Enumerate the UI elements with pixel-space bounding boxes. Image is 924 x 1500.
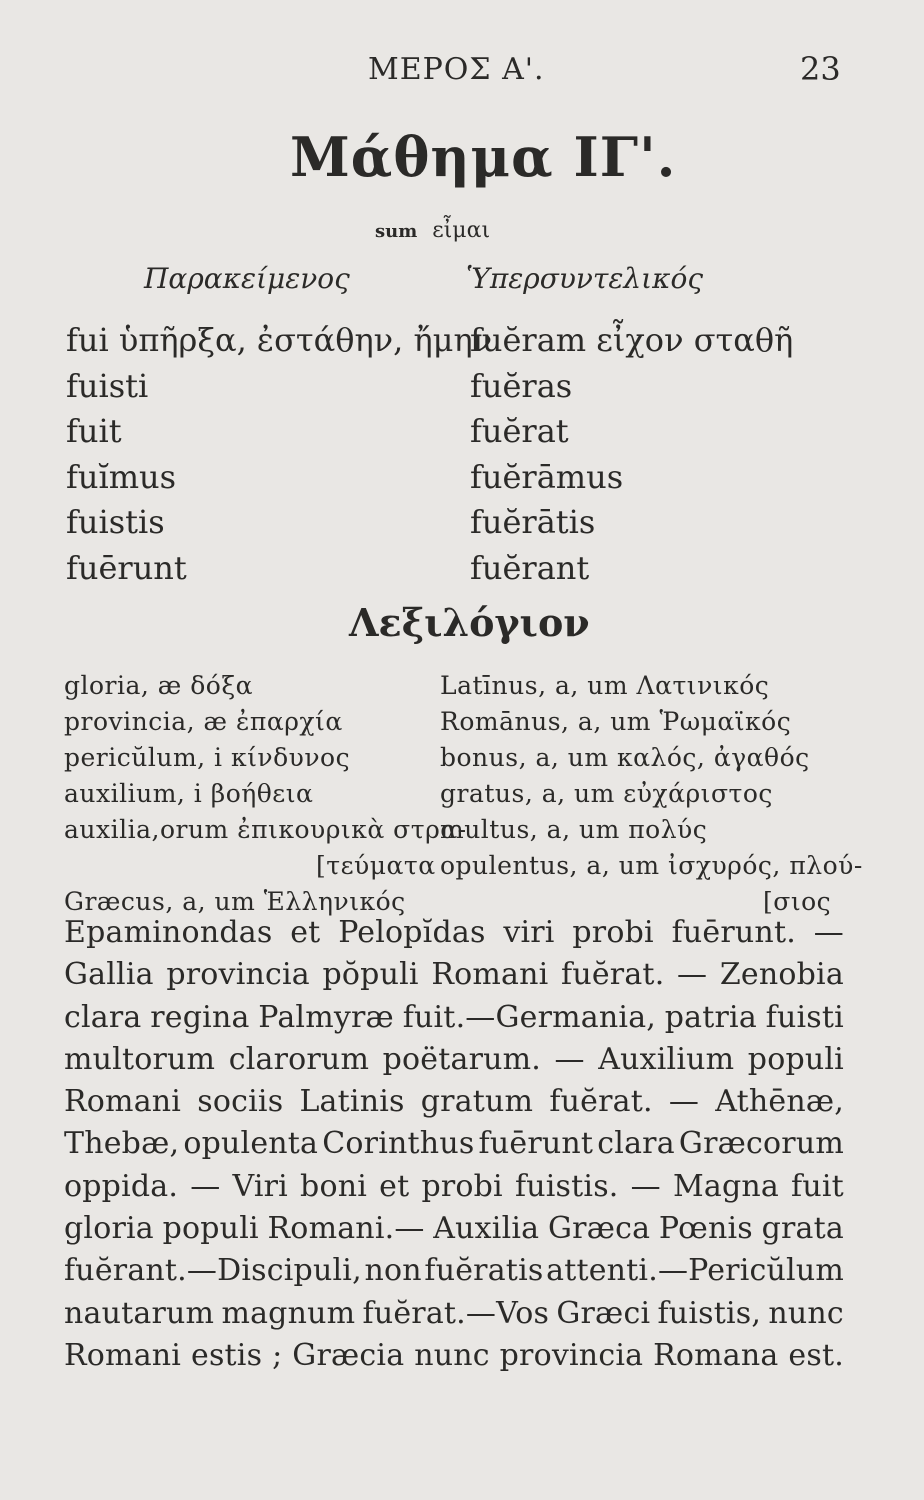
- conjugation-row: fuisti: [66, 366, 149, 405]
- exercise-word: patria: [664, 999, 757, 1035]
- conjugation-row: fuĕrāmus: [470, 457, 624, 496]
- exercise-line: [64, 912, 844, 954]
- conjugation-row: fuit: [66, 412, 122, 450]
- exercise-line: [64, 1039, 844, 1081]
- exercise-word: et: [379, 1168, 410, 1204]
- vocabulary-entry-continuation: [σιος: [763, 887, 832, 916]
- conjugation-row: fuĭmus: [66, 457, 177, 496]
- vocabulary-entry: gratus, a, um εὐχάριστος: [440, 779, 773, 808]
- exercise-word: Gallia: [64, 957, 154, 993]
- exercise-word: Magna: [672, 1168, 779, 1204]
- exercise-word: provincia: [166, 957, 310, 993]
- exercise-word: regina: [150, 999, 250, 1035]
- exercise-word: populi: [747, 1041, 844, 1077]
- exercise-word: clarorum: [228, 1041, 370, 1077]
- exercise-word: nunc: [414, 1337, 490, 1373]
- exercise-word: fuit: [791, 1168, 844, 1204]
- exercise-word: —: [668, 1084, 700, 1120]
- vocabulary-entry: auxilium, i βοήθεια: [64, 779, 314, 808]
- exercise-word: gratum: [420, 1084, 534, 1120]
- vocabulary-entry: auxilia,orum ἐπικουρικὰ στρα-: [64, 815, 467, 844]
- exercise-paragraph: [64, 912, 844, 1377]
- exercise-word: probi: [572, 915, 654, 950]
- vocabulary-left-column: [64, 668, 467, 920]
- vocabulary-entry: Romānus, a, um Ῥωμαϊκός: [440, 707, 792, 736]
- exercise-word: gloria: [64, 1211, 154, 1247]
- exercise-word: nautarum: [64, 1295, 215, 1331]
- exercise-word: Romani.—: [267, 1211, 425, 1247]
- exercise-line: [64, 1335, 844, 1377]
- vocabulary-entry: pericŭlum, i κίνδυνος: [64, 743, 351, 772]
- exercise-word: estis: [191, 1337, 263, 1373]
- exercise-word: Palmyræ: [258, 999, 394, 1035]
- vocabulary-title: Λεξιλόγιον: [349, 600, 590, 645]
- exercise-word: grata: [761, 1211, 844, 1247]
- exercise-word: probi: [421, 1168, 503, 1204]
- exercise-line: [64, 1166, 844, 1208]
- exercise-word: magnum: [221, 1295, 356, 1331]
- exercise-word: populi: [162, 1211, 259, 1247]
- vocabulary-entry: provincia, æ ἐπαρχία: [64, 707, 343, 736]
- pluperfect-tense-header: Ὑπερσυντελικός: [466, 262, 704, 295]
- exercise-word: Athēnæ,: [715, 1084, 844, 1120]
- exercise-line: [64, 1081, 844, 1123]
- exercise-word: non: [364, 1253, 422, 1289]
- exercise-word: fuērunt: [478, 1126, 594, 1162]
- exercise-word: fuĕratis: [424, 1253, 544, 1289]
- perfect-conjugation: [66, 318, 492, 591]
- exercise-word: Græcorum: [678, 1126, 844, 1162]
- exercise-word: —: [677, 957, 708, 993]
- conjugation-row: fuĕrat: [470, 412, 569, 450]
- exercise-word: —: [630, 1168, 661, 1204]
- vocabulary-entry: opulentus, a, um ἰσχυρός, πλού-: [440, 851, 863, 880]
- exercise-word: Epaminondas: [64, 915, 273, 950]
- exercise-word: fuērunt.: [671, 915, 796, 950]
- exercise-word: Romani: [431, 957, 549, 993]
- exercise-word: Auxilium: [598, 1041, 735, 1077]
- conjugation-row: fuistis: [66, 503, 165, 541]
- exercise-word: —: [813, 915, 844, 950]
- exercise-word: oppida.: [64, 1168, 179, 1204]
- exercise-word: fuĕrat.: [561, 957, 665, 993]
- exercise-word: pŏpuli: [322, 957, 419, 993]
- vocabulary-right-column: [440, 668, 863, 920]
- exercise-word: poëtarum.: [382, 1041, 542, 1077]
- conjugation-row: fuērunt: [66, 548, 187, 587]
- exercise-word: Pelopĭdas: [338, 915, 486, 950]
- vocabulary-entry: Græcus, a, um Ἑλληνικός: [64, 887, 406, 916]
- vocabulary-entry: gloria, æ δόξα: [64, 671, 253, 700]
- conjugation-row: fuĕrātis: [470, 503, 596, 541]
- perfect-tense-header: Παρακείμενος: [144, 262, 350, 295]
- exercise-word: Thebæ,: [64, 1126, 180, 1162]
- exercise-word: fuĕrat.—Vos: [362, 1295, 550, 1331]
- exercise-word: Græcia: [292, 1337, 405, 1373]
- running-head: ΜΕΡΟΣ Α'.: [368, 52, 545, 87]
- vocabulary-entry: multus, a, um πολύς: [440, 815, 708, 844]
- exercise-word: Romana: [653, 1337, 779, 1373]
- exercise-word: Latinis: [299, 1084, 405, 1120]
- exercise-word: Romani: [64, 1084, 182, 1120]
- page-number: 23: [800, 50, 841, 88]
- subtitle-greek: εἶμαι: [432, 218, 491, 243]
- exercise-word: fuĕrat.: [549, 1084, 653, 1120]
- exercise-line: [64, 954, 844, 996]
- conjugation-row: fui ὑπῆρξα, ἐστάθην, ἤμην: [66, 321, 493, 359]
- exercise-word: fuistis.: [514, 1168, 619, 1204]
- exercise-word: provincia: [499, 1337, 644, 1373]
- exercise-line: [64, 1208, 844, 1250]
- exercise-word: Romani: [64, 1337, 182, 1373]
- exercise-word: Pœnis: [658, 1211, 753, 1247]
- exercise-word: ;: [272, 1337, 283, 1373]
- vocabulary-entry: Latīnus, a, um Λατινικός: [440, 671, 770, 700]
- exercise-word: clara: [597, 1126, 675, 1162]
- exercise-word: viri: [503, 915, 555, 950]
- exercise-word: Græci: [556, 1295, 651, 1331]
- exercise-word: fuit.—Germania,: [402, 999, 657, 1035]
- conjugation-row: fuĕrant: [470, 548, 590, 587]
- pluperfect-conjugation: [470, 318, 793, 591]
- vocabulary-entry: bonus, a, um καλός, ἀγαθός: [440, 743, 810, 772]
- exercise-word: fuisti: [765, 999, 844, 1035]
- exercise-word: —: [554, 1041, 585, 1077]
- exercise-word: Viri: [232, 1168, 288, 1204]
- exercise-word: Græca: [547, 1211, 651, 1247]
- lesson-subtitle: [375, 218, 490, 243]
- exercise-word: fuĕrant.—Discipuli,: [64, 1253, 362, 1289]
- exercise-line: [64, 1293, 844, 1335]
- exercise-word: Corinthus: [322, 1126, 475, 1162]
- exercise-word: est.: [788, 1337, 844, 1373]
- exercise-word: multorum: [64, 1041, 216, 1077]
- vocabulary-entry-continuation: [τεύματα: [316, 851, 436, 880]
- exercise-word: fuistis,: [657, 1295, 762, 1331]
- exercise-word: opulenta: [183, 1126, 319, 1162]
- exercise-word: boni: [300, 1168, 368, 1204]
- exercise-line: [64, 1123, 844, 1165]
- subtitle-latin: sum: [375, 221, 418, 242]
- exercise-line: [64, 997, 844, 1039]
- conjugation-row: fuĕram εἶχον σταθῆ: [470, 321, 794, 359]
- exercise-word: clara: [64, 999, 142, 1035]
- exercise-word: Zenobia: [719, 957, 844, 993]
- conjugation-row: fuĕras: [470, 366, 573, 405]
- exercise-line: [64, 1250, 844, 1292]
- exercise-word: sociis: [197, 1084, 284, 1120]
- exercise-word: nunc: [768, 1295, 844, 1331]
- exercise-word: attenti.—Pericŭlum: [546, 1253, 844, 1289]
- exercise-word: —: [190, 1168, 221, 1204]
- exercise-word: Auxilia: [433, 1211, 540, 1247]
- exercise-word: et: [290, 915, 321, 950]
- lesson-title: Μάθημα ΙΓ'.: [290, 125, 677, 189]
